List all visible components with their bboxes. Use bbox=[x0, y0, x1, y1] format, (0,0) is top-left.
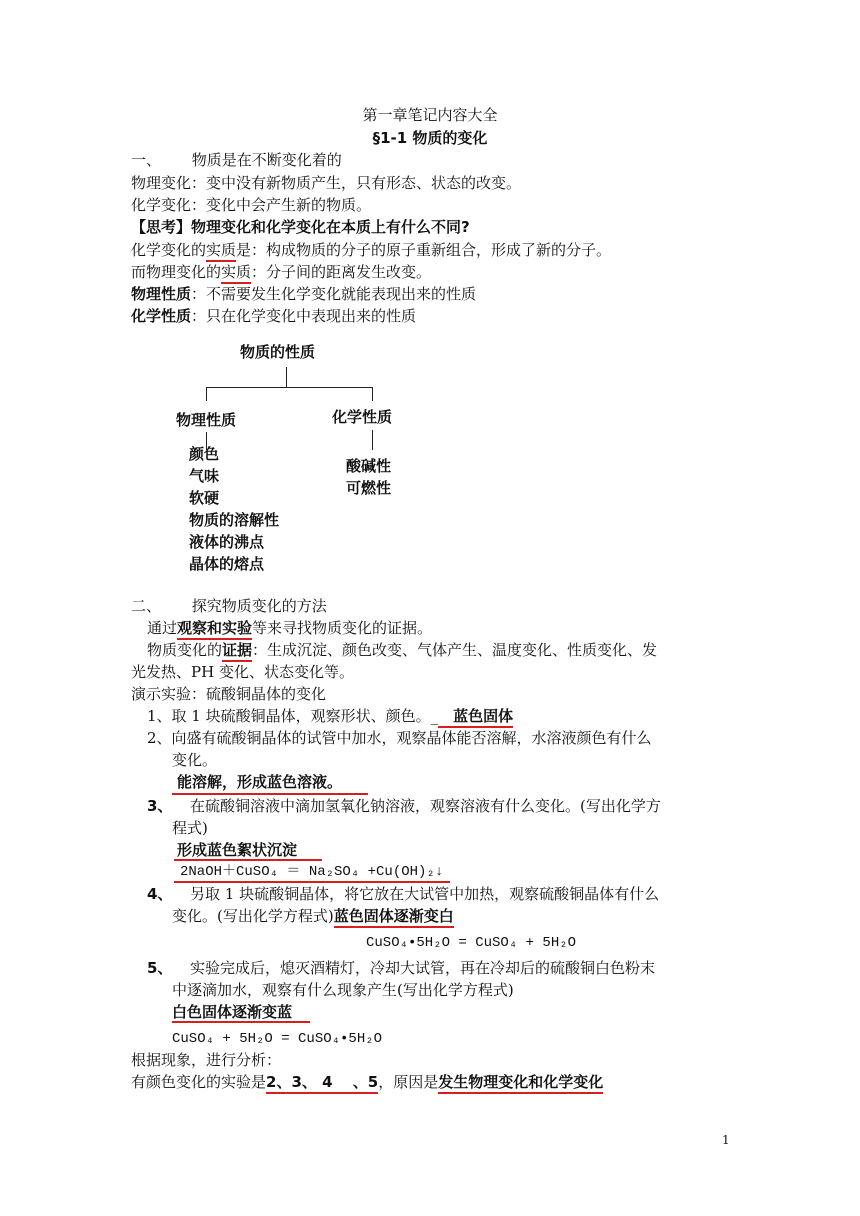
tree-left-items bbox=[189, 443, 279, 575]
step-2-answer: 能溶解，形成蓝色溶液。 bbox=[177, 773, 343, 791]
chem-essence-a: 化学变化的 bbox=[131, 241, 207, 259]
tree-left-node: 物理性质 bbox=[176, 411, 237, 429]
step-3-equation-underline bbox=[174, 881, 450, 883]
tree-left-item: 液体的沸点 bbox=[189, 533, 265, 551]
tree-right-drop bbox=[372, 387, 373, 401]
step-5-num: 5、 bbox=[147, 959, 173, 977]
tree-root-stem bbox=[286, 367, 287, 387]
evidence-b: ：生成沉淀、颜色改变、气体产生、温度变化、性质变化、发 bbox=[252, 641, 658, 659]
analysis-line: 根据现象，进行分析： bbox=[131, 1051, 282, 1069]
step-5-answer: 白色固体逐渐变蓝 bbox=[172, 1003, 293, 1021]
phys-prop-def bbox=[131, 285, 476, 303]
step-5: 实验完成后，熄灭酒精灯，冷却大试管，再在冷却后的硫酸铜白色粉末 bbox=[190, 959, 656, 977]
step-5-answer-underline bbox=[172, 1021, 310, 1023]
step-5-cont: 中逐滴加水，观察有什么现象产生(写出化学方程式) bbox=[172, 981, 514, 999]
tree-left-item: 颜色 bbox=[189, 445, 220, 463]
observe-line bbox=[147, 619, 432, 637]
evidence-line-2: 光发热、PH 变化、状态变化等。 bbox=[131, 663, 354, 681]
tree-left-item: 气味 bbox=[189, 467, 220, 485]
conclusion-b: ，原因是 bbox=[378, 1073, 439, 1091]
evidence-a: 物质变化的 bbox=[147, 641, 223, 659]
step-4-equation: CuSO₄•5H₂O = CuSO₄ + 5H₂O bbox=[366, 935, 577, 951]
observe-a: 通过 bbox=[147, 619, 178, 637]
chem-prop-label: 化学性质 bbox=[131, 307, 192, 325]
evidence-underlined: 证据 bbox=[222, 641, 252, 662]
tree-left-item: 软硬 bbox=[189, 489, 220, 507]
tree-right-stem bbox=[372, 430, 373, 450]
section-title: §1-1 物质的变化 bbox=[372, 129, 488, 147]
step-1-text: 1、取 1 块硫酸铜晶体，观察形状、颜色。_ bbox=[147, 707, 439, 725]
phys-prop-text: ：不需要发生化学变化就能表现出来的性质 bbox=[191, 285, 477, 303]
think-question-text: 物理变化和化学变化在本质上有什么不同? bbox=[191, 218, 470, 236]
tree-right-items bbox=[346, 455, 391, 499]
evidence-line bbox=[147, 641, 657, 659]
step-4-cont bbox=[172, 907, 454, 925]
think-prefix: 【思考】 bbox=[131, 218, 192, 236]
phys-prop-label: 物理性质 bbox=[131, 285, 192, 303]
part2-heading-text: 探究物质变化的方法 bbox=[191, 597, 327, 615]
demo-title: 演示实验：硫酸铜晶体的变化 bbox=[131, 685, 327, 703]
step-4-num: 4、 bbox=[147, 885, 173, 903]
step-3-answer: 形成蓝色絮状沉淀 bbox=[177, 841, 298, 859]
step-1-answer: 蓝色固体 bbox=[438, 707, 513, 728]
chem-prop-def bbox=[131, 307, 416, 325]
chem-essence bbox=[131, 241, 611, 259]
chem-essence-b: 是：构成物质的分子的原子重新组合，形成了新的分子。 bbox=[236, 241, 612, 259]
tree-right-item: 可燃性 bbox=[346, 479, 392, 497]
step-2-answer-underline bbox=[172, 793, 368, 795]
step-4-cont-text: 变化。(写出化学方程式) bbox=[172, 907, 334, 925]
step-3-equation: 2NaOH＋CuSO₄ ＝ Na₂SO₄ +Cu(OH)₂↓ bbox=[180, 864, 444, 880]
step-3-answer-underline bbox=[174, 859, 322, 861]
chem-essence-underlined: 实质 bbox=[206, 241, 236, 262]
observe-underlined: 观察和实验 bbox=[177, 619, 252, 640]
observe-b: 等来寻找物质变化的证据。 bbox=[252, 619, 433, 637]
conclusion-a: 有颜色变化的实验是 bbox=[131, 1073, 267, 1091]
part1-heading bbox=[131, 151, 342, 169]
physical-change-def: 物理变化：变中没有新物质产生，只有形态、状态的改变。 bbox=[131, 174, 522, 192]
page-number: 1 bbox=[722, 1133, 730, 1147]
phys-essence-underlined: 实质 bbox=[221, 263, 251, 284]
part1-heading-num: 一、 bbox=[131, 151, 162, 169]
phys-essence bbox=[131, 263, 431, 281]
conclusion-experiments: 2、3、 4 、5 bbox=[266, 1073, 378, 1094]
part2-heading-num: 二、 bbox=[131, 597, 162, 615]
conclusion-line bbox=[131, 1073, 603, 1091]
tree-right-item: 酸碱性 bbox=[346, 457, 392, 475]
part2-heading bbox=[131, 597, 327, 615]
step-3-num: 3、 bbox=[147, 797, 173, 815]
step-3-cont: 程式) bbox=[172, 819, 208, 837]
page-title: 第一章笔记内容大全 bbox=[362, 106, 498, 124]
step-1 bbox=[147, 707, 513, 725]
phys-essence-b: ：分子间的距离发生改变。 bbox=[251, 263, 432, 281]
conclusion-reason: 发生物理变化和化学变化 bbox=[438, 1073, 603, 1094]
step-4-answer: 蓝色固体逐渐变白 bbox=[334, 907, 454, 928]
tree-left-item: 物质的溶解性 bbox=[189, 511, 280, 529]
step-2: 2、向盛有硫酸铜晶体的试管中加水，观察晶体能否溶解，水溶液颜色有什么 bbox=[147, 729, 652, 747]
phys-essence-a: 而物理变化的 bbox=[131, 263, 222, 281]
step-3: 在硫酸铜溶液中滴加氢氧化钠溶液，观察溶液有什么变化。(写出化学方 bbox=[190, 797, 661, 815]
step-4: 另取 1 块硫酸铜晶体，将它放在大试管中加热，观察硫酸铜晶体有什么 bbox=[190, 885, 660, 903]
part1-heading-text: 物质是在不断变化着的 bbox=[191, 151, 342, 169]
tree-left-drop bbox=[206, 387, 207, 401]
step-2-cont: 变化。 bbox=[172, 751, 218, 769]
step-5-equation: CuSO₄ + 5H₂O = CuSO₄•5H₂O bbox=[172, 1031, 383, 1047]
chemical-change-def: 化学变化：变化中会产生新的物质。 bbox=[131, 196, 372, 214]
tree-left-item: 晶体的熔点 bbox=[189, 555, 265, 573]
tree-right-node: 化学性质 bbox=[332, 408, 393, 426]
chem-prop-text: ：只在化学变化中表现出来的性质 bbox=[191, 307, 417, 325]
tree-root: 物质的性质 bbox=[240, 343, 316, 361]
tree-branch-line bbox=[206, 387, 373, 388]
think-question bbox=[131, 218, 470, 236]
